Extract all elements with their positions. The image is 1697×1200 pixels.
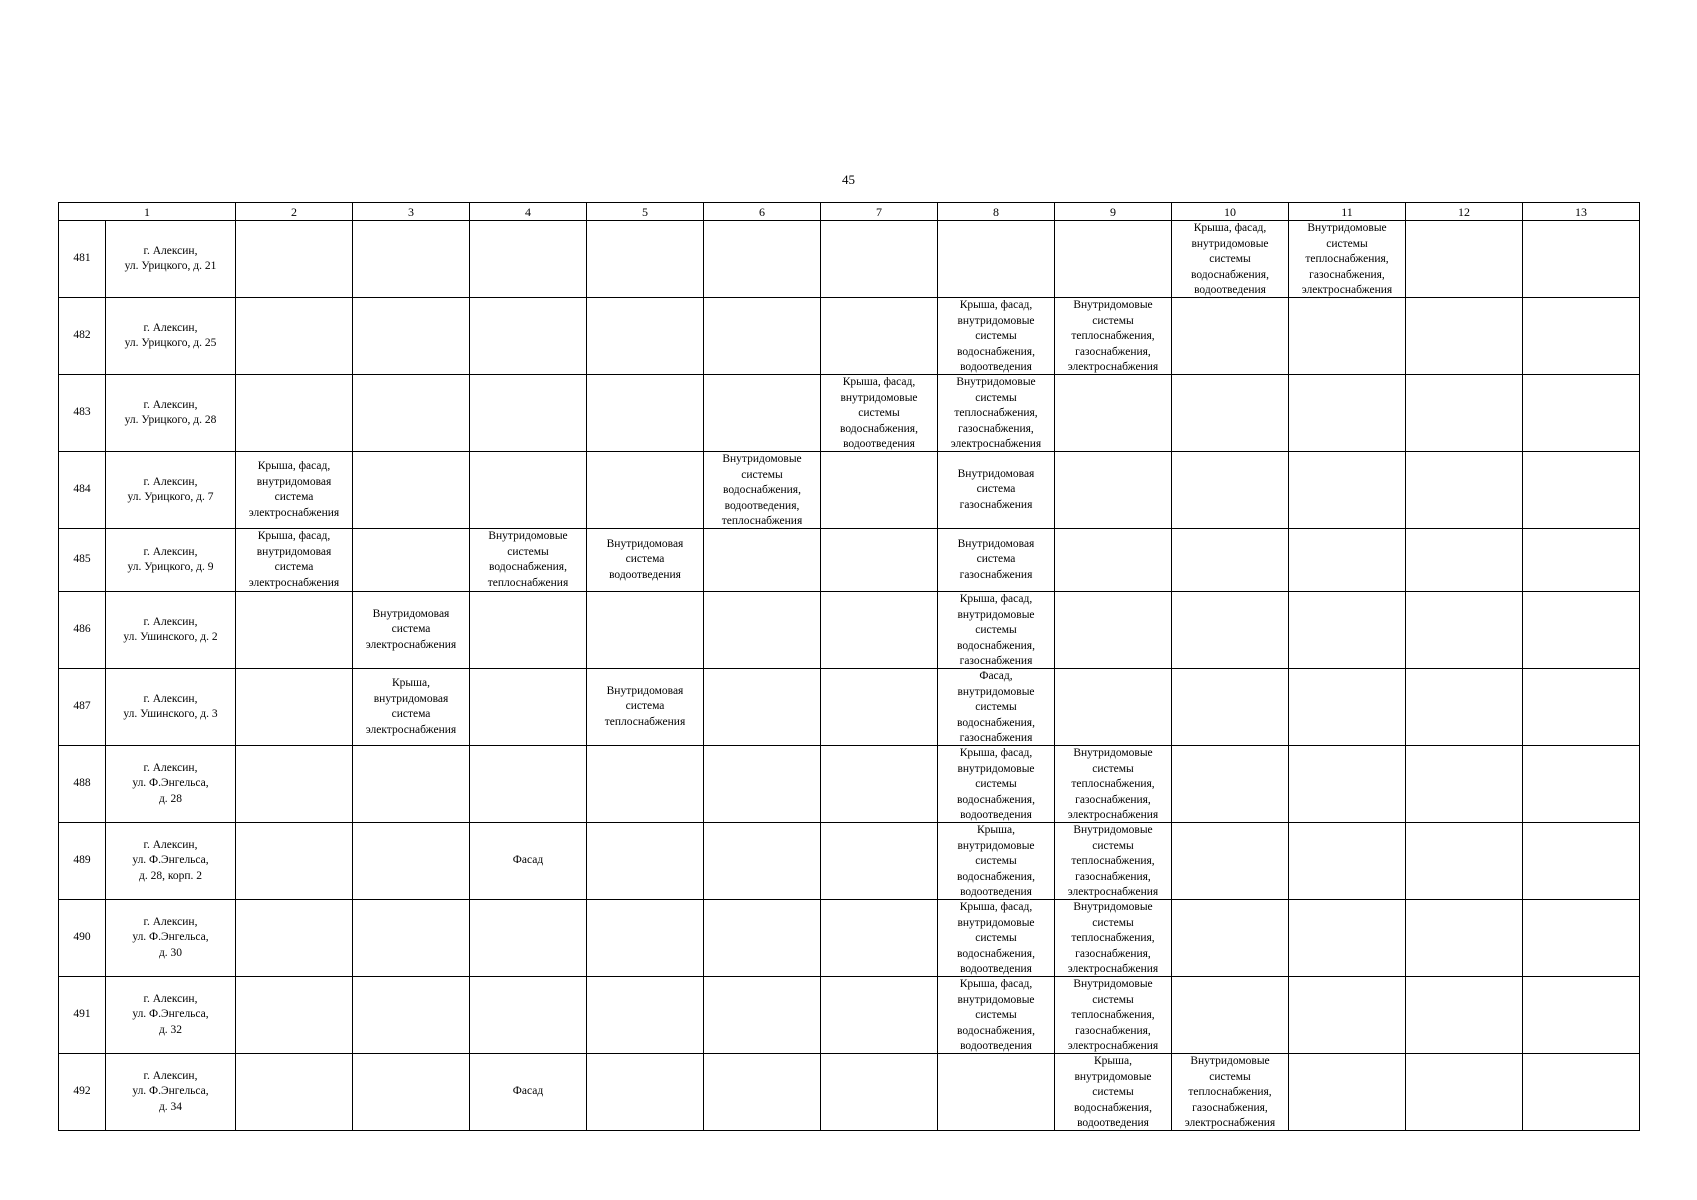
work-cell-col-11 [1289,977,1406,1054]
work-cell-col-9 [1055,592,1172,669]
work-cell-col-10 [1172,375,1289,452]
table-row [59,221,1640,298]
work-description: Внутридомовые системы теплоснабжения, газоснабжения, электроснабжения [1067,901,1159,975]
row-number: 489 [59,823,106,900]
work-description: Внутридомовая система водоотведения [606,537,684,581]
work-cell-col-3 [353,452,470,529]
work-cell-col-8 [938,452,1055,529]
work-cell-col-11 [1289,298,1406,375]
work-cell-col-8 [938,375,1055,452]
column-header-6: 6 [704,203,821,221]
column-header-13: 13 [1523,203,1640,221]
address-cell: г. Алексин, ул. Ф.Энгельса, д. 34 [106,1054,236,1131]
work-cell-col-11 [1289,221,1406,298]
row-number: 481 [59,221,106,298]
work-cell-col-4 [470,746,587,823]
row-number: 491 [59,977,106,1054]
work-description: Крыша, фасад, внутридомовые системы водоснабжения, водоотведения [840,376,918,450]
row-number: 485 [59,529,106,592]
work-cell-col-7 [821,375,938,452]
work-cell-col-3 [353,746,470,823]
work-cell-col-8 [938,298,1055,375]
work-cell-col-12 [1406,452,1523,529]
work-cell-col-13 [1523,298,1640,375]
work-cell-col-8 [938,669,1055,746]
work-description: Внутридомовые системы теплоснабжения, газоснабжения, электроснабжения [1067,978,1159,1052]
work-cell-col-13 [1523,977,1640,1054]
work-cell-col-5 [587,1054,704,1131]
work-description: Крыша, фасад, внутридомовые системы водоснабжения, водоотведения [957,978,1035,1052]
work-cell-col-13 [1523,900,1640,977]
work-cell-col-8 [938,900,1055,977]
work-cell-col-11 [1289,746,1406,823]
work-cell-col-2 [236,529,353,592]
work-cell-col-3 [353,529,470,592]
work-cell-col-4 [470,669,587,746]
work-cell-col-5 [587,529,704,592]
column-header-11: 11 [1289,203,1406,221]
work-cell-col-13 [1523,452,1640,529]
work-cell-col-7 [821,592,938,669]
work-cell-col-8 [938,529,1055,592]
work-cell-col-10 [1172,746,1289,823]
work-description: Внутридомовые системы теплоснабжения, газоснабжения, электроснабжения [1067,299,1159,373]
work-cell-col-5 [587,669,704,746]
work-cell-col-12 [1406,221,1523,298]
table-row [59,592,1640,669]
work-cell-col-10 [1172,669,1289,746]
work-cell-col-6 [704,900,821,977]
table-row [59,746,1640,823]
work-cell-col-8 [938,1054,1055,1131]
work-cell-col-7 [821,823,938,900]
work-cell-col-6 [704,823,821,900]
work-cell-col-10 [1172,529,1289,592]
table-row [59,375,1640,452]
work-cell-col-2 [236,746,353,823]
work-cell-col-8 [938,823,1055,900]
work-cell-col-2 [236,1054,353,1131]
work-cell-col-12 [1406,746,1523,823]
work-cell-col-9 [1055,669,1172,746]
column-number-header-row [59,203,1640,221]
row-number: 488 [59,746,106,823]
work-cell-col-9 [1055,298,1172,375]
row-number: 492 [59,1054,106,1131]
address-cell: г. Алексин, ул. Урицкого, д. 7 [106,452,236,529]
work-description: Внутридомовые системы теплоснабжения, газоснабжения, электроснабжения [1067,747,1159,821]
work-cell-col-6 [704,452,821,529]
work-cell-col-6 [704,529,821,592]
work-cell-col-9 [1055,900,1172,977]
work-cell-col-7 [821,1054,938,1131]
table-row [59,900,1640,977]
work-cell-col-4 [470,375,587,452]
work-cell-col-10 [1172,452,1289,529]
work-description: Крыша, фасад, внутридомовые системы водоснабжения, водоотведения [1191,222,1269,296]
address-cell: г. Алексин, ул. Ушинского, д. 3 [106,669,236,746]
work-cell-col-4 [470,900,587,977]
table-row [59,1054,1640,1131]
work-cell-col-9 [1055,452,1172,529]
work-cell-col-7 [821,452,938,529]
work-description: Внутридомовые системы водоснабжения, водоотведения, теплоснабжения [721,453,803,527]
work-cell-col-6 [704,977,821,1054]
work-cell-col-13 [1523,375,1640,452]
work-cell-col-13 [1523,669,1640,746]
work-cell-col-11 [1289,669,1406,746]
work-cell-col-6 [704,592,821,669]
work-cell-col-8 [938,592,1055,669]
work-description: Крыша, внутридомовые системы водоснабжения, водоотведения [1074,1055,1152,1129]
address-cell: г. Алексин, ул. Урицкого, д. 9 [106,529,236,592]
work-cell-col-11 [1289,900,1406,977]
work-cell-col-4 [470,1054,587,1131]
work-description: Фасад, внутридомовые системы водоснабжения, газоснабжения [957,670,1035,744]
work-cell-col-3 [353,298,470,375]
row-number: 483 [59,375,106,452]
address-cell: г. Алексин, ул. Ф.Энгельса, д. 30 [106,900,236,977]
work-cell-col-3 [353,221,470,298]
work-cell-col-10 [1172,823,1289,900]
work-cell-col-2 [236,375,353,452]
work-cell-col-2 [236,592,353,669]
work-cell-col-4 [470,529,587,592]
work-cell-col-12 [1406,900,1523,977]
address-cell: г. Алексин, ул. Ф.Энгельса, д. 28, корп. 2 [106,823,236,900]
work-description: Внутридомовая система теплоснабжения [604,684,686,728]
work-cell-col-6 [704,746,821,823]
address-cell: г. Алексин, ул. Урицкого, д. 28 [106,375,236,452]
work-description: Внутридомовые системы водоснабжения, теплоснабжения [487,530,569,589]
work-cell-col-13 [1523,1054,1640,1131]
work-cell-col-6 [704,298,821,375]
work-cell-col-2 [236,298,353,375]
work-description: Внутридомовая система газоснабжения [957,537,1035,581]
work-cell-col-12 [1406,977,1523,1054]
work-cell-col-7 [821,746,938,823]
table-row [59,823,1640,900]
work-cell-col-6 [704,221,821,298]
column-header-4: 4 [470,203,587,221]
column-header-3: 3 [353,203,470,221]
work-cell-col-9 [1055,977,1172,1054]
column-header-8: 8 [938,203,1055,221]
work-cell-col-3 [353,592,470,669]
address-cell: г. Алексин, ул. Урицкого, д. 21 [106,221,236,298]
work-description: Внутридомовые системы теплоснабжения, газоснабжения, электроснабжения [1301,222,1393,296]
work-cell-col-11 [1289,452,1406,529]
work-cell-col-8 [938,746,1055,823]
work-description: Крыша, фасад, внутридомовые системы водоснабжения, водоотведения [957,901,1035,975]
work-cell-col-3 [353,823,470,900]
column-header-2: 2 [236,203,353,221]
work-cell-col-3 [353,1054,470,1131]
work-cell-col-5 [587,823,704,900]
table-row [59,529,1640,592]
row-number: 487 [59,669,106,746]
work-cell-col-13 [1523,221,1640,298]
work-description: Внутридомовые системы теплоснабжения, газоснабжения, электроснабжения [1067,824,1159,898]
work-cell-col-7 [821,900,938,977]
column-header-7: 7 [821,203,938,221]
work-cell-col-9 [1055,746,1172,823]
work-cell-col-5 [587,977,704,1054]
table-row [59,298,1640,375]
work-cell-col-5 [587,221,704,298]
row-number: 482 [59,298,106,375]
work-cell-col-9 [1055,529,1172,592]
work-cell-col-2 [236,900,353,977]
table-body [59,203,1640,1131]
work-cell-col-2 [236,221,353,298]
work-cell-col-2 [236,669,353,746]
work-description: Крыша, фасад, внутридомовая система электроснабжения [248,460,340,519]
work-cell-col-10 [1172,1054,1289,1131]
work-cell-col-12 [1406,529,1523,592]
work-cell-col-7 [821,298,938,375]
work-description: Фасад [512,854,544,867]
work-description: Внутридомовая система электроснабжения [365,607,457,651]
work-cell-col-2 [236,977,353,1054]
work-cell-col-6 [704,669,821,746]
work-cell-col-5 [587,375,704,452]
work-cell-col-10 [1172,592,1289,669]
work-cell-col-13 [1523,823,1640,900]
work-cell-col-4 [470,977,587,1054]
column-header-10: 10 [1172,203,1289,221]
work-description: Фасад [512,1085,544,1098]
work-description: Крыша, фасад, внутридомовые системы водоснабжения, водоотведения [957,299,1035,373]
column-header-1: 1 [59,203,236,221]
work-cell-col-9 [1055,375,1172,452]
work-cell-col-13 [1523,529,1640,592]
work-cell-col-8 [938,221,1055,298]
work-cell-col-11 [1289,529,1406,592]
work-cell-col-6 [704,1054,821,1131]
work-cell-col-10 [1172,977,1289,1054]
work-cell-col-5 [587,298,704,375]
work-cell-col-7 [821,529,938,592]
work-cell-col-6 [704,375,821,452]
row-number: 490 [59,900,106,977]
work-cell-col-11 [1289,592,1406,669]
address-cell: г. Алексин, ул. Ф.Энгельса, д. 32 [106,977,236,1054]
work-description: Внутридомовые системы теплоснабжения, газоснабжения, электроснабжения [950,376,1042,450]
work-cell-col-5 [587,900,704,977]
work-description: Крыша, фасад, внутридомовые системы водоснабжения, газоснабжения [957,593,1035,667]
table-row [59,977,1640,1054]
column-header-9: 9 [1055,203,1172,221]
address-cell: г. Алексин, ул. Ушинского, д. 2 [106,592,236,669]
work-cell-col-10 [1172,298,1289,375]
work-description: Крыша, фасад, внутридомовая система электроснабжения [248,530,340,589]
column-header-12: 12 [1406,203,1523,221]
table-row [59,452,1640,529]
work-cell-col-4 [470,823,587,900]
work-cell-col-4 [470,452,587,529]
work-cell-col-12 [1406,592,1523,669]
page-number: 45 [842,172,855,187]
column-header-5: 5 [587,203,704,221]
work-cell-col-12 [1406,298,1523,375]
work-cell-col-5 [587,746,704,823]
work-cell-col-13 [1523,746,1640,823]
work-cell-col-2 [236,452,353,529]
work-description: Крыша, внутридомовые системы водоснабжения, водоотведения [957,824,1035,898]
repair-schedule-table [58,202,1640,1131]
work-description: Внутридомовые системы теплоснабжения, газоснабжения, электроснабжения [1184,1055,1276,1129]
work-cell-col-8 [938,977,1055,1054]
row-number: 484 [59,452,106,529]
work-cell-col-3 [353,375,470,452]
work-cell-col-12 [1406,375,1523,452]
work-cell-col-4 [470,592,587,669]
row-number: 486 [59,592,106,669]
work-description: Крыша, фасад, внутридомовые системы водоснабжения, водоотведения [957,747,1035,821]
work-cell-col-9 [1055,1054,1172,1131]
table-row [59,669,1640,746]
work-cell-col-11 [1289,375,1406,452]
work-cell-col-4 [470,221,587,298]
work-cell-col-12 [1406,669,1523,746]
work-cell-col-10 [1172,900,1289,977]
work-cell-col-7 [821,669,938,746]
address-cell: г. Алексин, ул. Урицкого, д. 25 [106,298,236,375]
address-cell: г. Алексин, ул. Ф.Энгельса, д. 28 [106,746,236,823]
work-cell-col-10 [1172,221,1289,298]
work-cell-col-11 [1289,823,1406,900]
work-cell-col-3 [353,977,470,1054]
work-cell-col-2 [236,823,353,900]
work-cell-col-7 [821,221,938,298]
work-cell-col-12 [1406,1054,1523,1131]
work-cell-col-11 [1289,1054,1406,1131]
work-cell-col-9 [1055,823,1172,900]
work-cell-col-5 [587,452,704,529]
work-cell-col-5 [587,592,704,669]
work-description: Внутридомовая система газоснабжения [957,467,1035,511]
work-cell-col-12 [1406,823,1523,900]
work-cell-col-3 [353,669,470,746]
work-cell-col-9 [1055,221,1172,298]
work-cell-col-13 [1523,592,1640,669]
work-description: Крыша, внутридомовая система электроснабжения [365,677,457,736]
work-cell-col-7 [821,977,938,1054]
work-cell-col-4 [470,298,587,375]
work-cell-col-3 [353,900,470,977]
